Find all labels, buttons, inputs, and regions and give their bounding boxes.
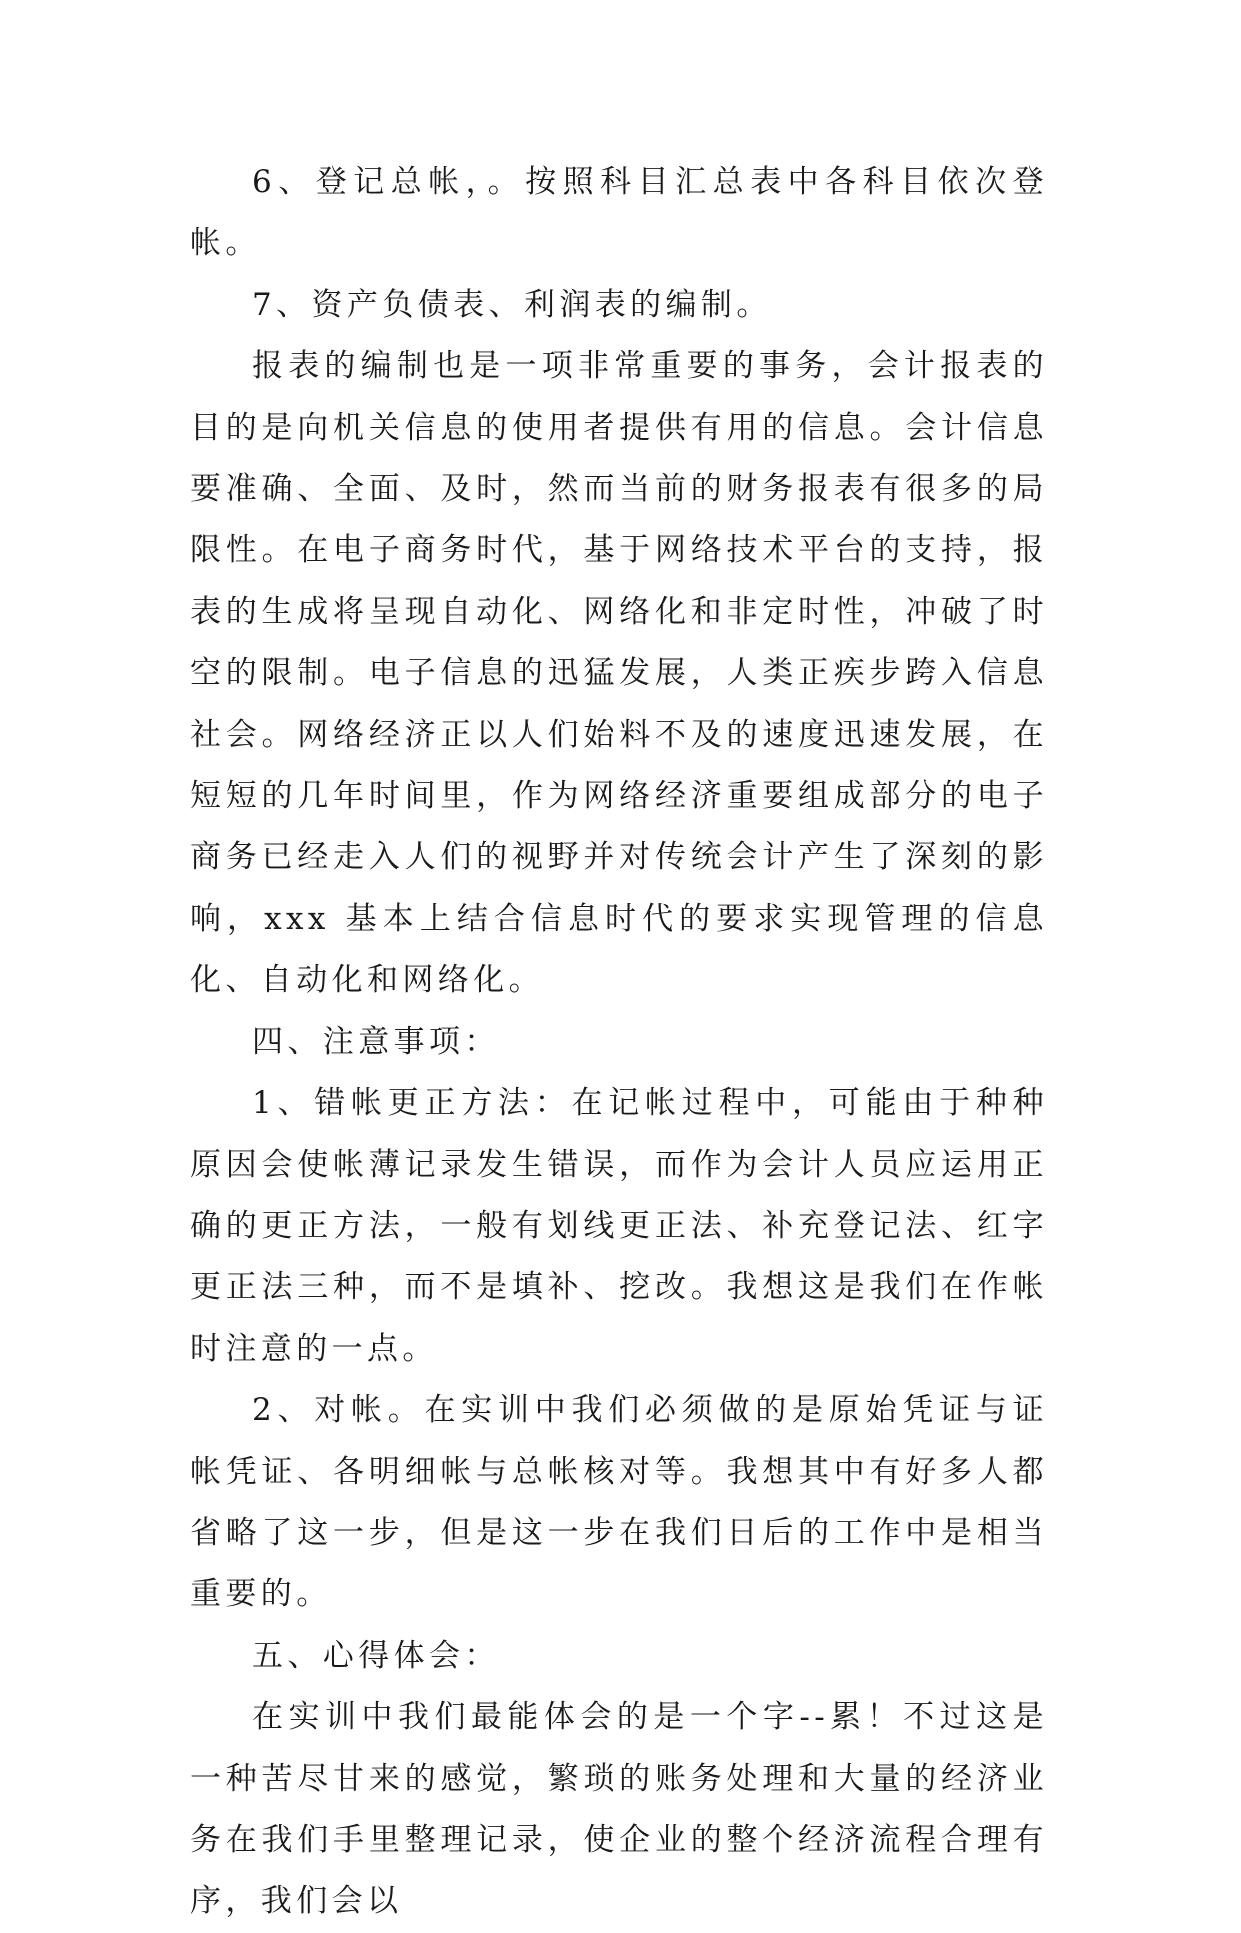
paragraph-item-7: 7、资产负债表、利润表的编制。 [252,286,772,323]
document-body [190,152,1048,1933]
paragraph-report-preparation: 报表的编制也是一项非常重要的事务，会计报表的目的是向机关信息的使用者提供有用的信息。会计信息要准确、全面、及时，然而当前的财务报表有很多的局限性。在电子商务时代，基于网络技术平台的支持，报表的生成将呈现自动化、网络化和非定时性，冲破了时空的限制。电子信息的迅猛发展，人类正疾步跨入信息社会。网络经济正以人们始料不及的速度迅速发展，在短短的几年时间里，作为网络经济重要组成部分的电子商务已经走入人们的视野并对传统会计产生了深刻的影响，xxx 基本上结合信息时代的要求实现管理的信息化、自动化和网络化。 [190,348,1048,999]
section-heading-reflections: 五、心得体会： [252,1637,500,1674]
paragraph-item-6: 6、登记总帐，。按照科目汇总表中各科目依次登帐。 [190,164,1048,262]
paragraph-reflections: 在实训中我们最能体会的是一个字--累！不过这是一种苦尽甘来的感觉，繁琐的账务处理和大量的经济业务在我们手里整理记录，使企业的整个经济流程合理有序，我们会以 [190,1699,1048,1920]
paragraph-reconciliation: 2、对帐。在实训中我们必须做的是原始凭证与证帐凭证、各明细帐与总帐核对等。我想其中有好多人都省略了这一步，但是这一步在我们日后的工作中是相当重要的。 [190,1392,1048,1613]
paragraph-error-correction: 1、错帐更正方法：在记帐过程中，可能由于种种原因会使帐薄记录发生错误，而作为会计人员应运用正确的更正方法，一般有划线更正法、补充登记法、红字更正法三种，而不是填补、挖改。我想这是我们在作帐时注意的一点。 [190,1085,1048,1367]
section-heading-notes: 四、注意事项： [252,1023,500,1060]
